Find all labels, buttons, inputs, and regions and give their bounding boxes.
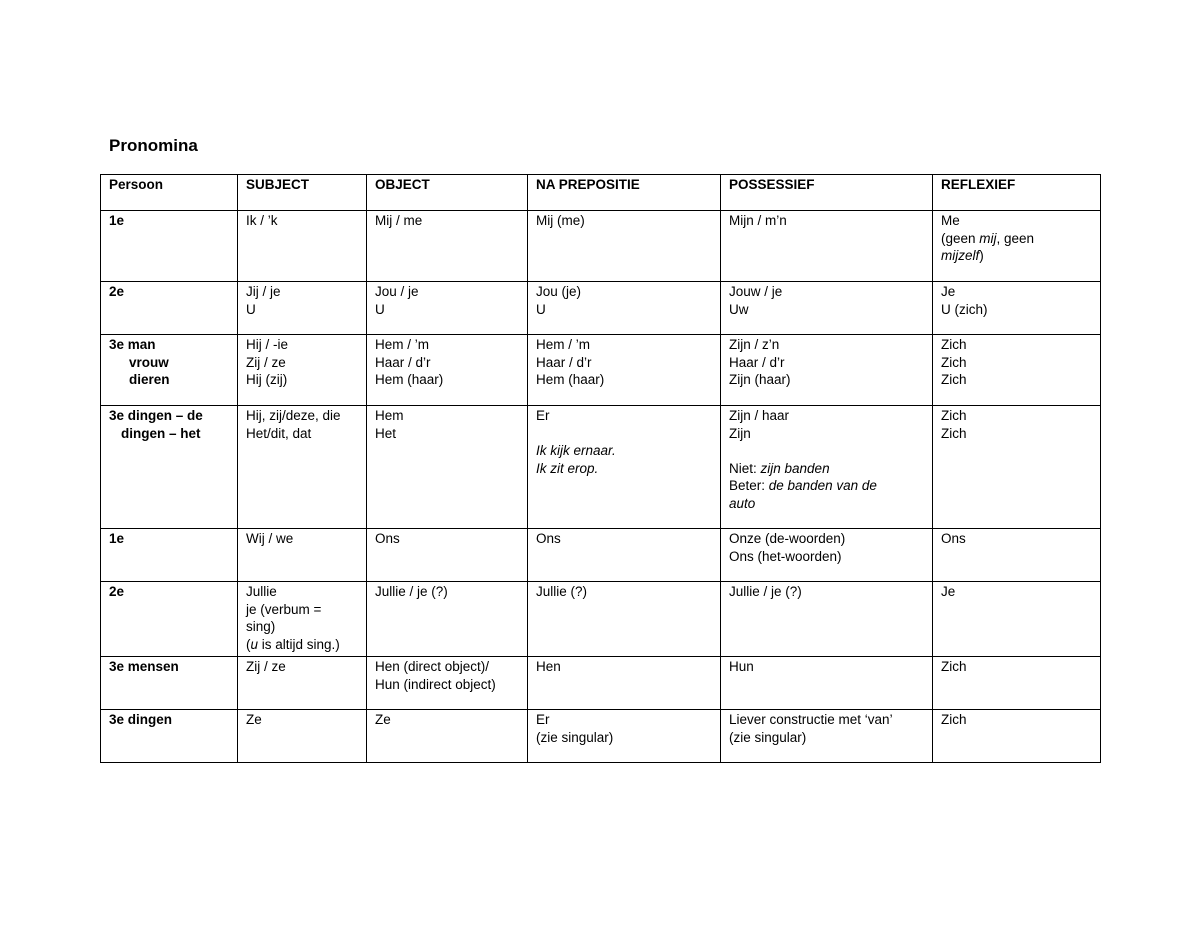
cell-possessief: Onze (de-woorden) Ons (het-woorden) <box>721 529 933 582</box>
cell-na-prepositie: Hen <box>528 657 721 710</box>
table-row <box>101 406 1101 529</box>
cell-na-prepositie: Ons <box>528 529 721 582</box>
header-object: OBJECT <box>367 175 528 211</box>
table-row <box>101 710 1101 763</box>
cell-subject: Ze <box>238 710 367 763</box>
cell-reflexief: Me (geen mij, geen mijzelf) <box>933 211 1101 282</box>
table-row <box>101 282 1101 335</box>
cell-possessief: Jouw / je Uw <box>721 282 933 335</box>
cell-reflexief: Je U (zich) <box>933 282 1101 335</box>
table-row <box>101 529 1101 582</box>
header-na-prepositie: NA PREPOSITIE <box>528 175 721 211</box>
cell-subject: Zij / ze <box>238 657 367 710</box>
cell-persoon: 3e man vrouw dieren <box>101 335 238 406</box>
cell-possessief: Liever constructie met ‘van’ (zie singular) <box>721 710 933 763</box>
cell-na-prepositie: Jou (je) U <box>528 282 721 335</box>
cell-reflexief: Zich Zich Zich <box>933 335 1101 406</box>
cell-subject: Ik / ’k <box>238 211 367 282</box>
header-possessief: POSSESSIEF <box>721 175 933 211</box>
cell-persoon: 1e <box>101 211 238 282</box>
cell-object: Jou / je U <box>367 282 528 335</box>
cell-object: Ze <box>367 710 528 763</box>
cell-na-prepositie: Er (zie singular) <box>528 710 721 763</box>
cell-persoon: 2e <box>101 282 238 335</box>
cell-reflexief: Ons <box>933 529 1101 582</box>
cell-na-prepositie: Hem / ’m Haar / d’r Hem (haar) <box>528 335 721 406</box>
cell-possessief: Mijn / m’n <box>721 211 933 282</box>
cell-object: Ons <box>367 529 528 582</box>
cell-possessief: Hun <box>721 657 933 710</box>
cell-na-prepositie: Jullie (?) <box>528 582 721 657</box>
cell-object: Jullie / je (?) <box>367 582 528 657</box>
cell-reflexief: Zich <box>933 710 1101 763</box>
cell-subject: Wij / we <box>238 529 367 582</box>
cell-persoon: 3e mensen <box>101 657 238 710</box>
cell-reflexief: Zich <box>933 657 1101 710</box>
cell-possessief: Zijn / z’n Haar / d’r Zijn (haar) <box>721 335 933 406</box>
cell-persoon: 3e dingen <box>101 710 238 763</box>
cell-subject: Hij / -ie Zij / ze Hij (zij) <box>238 335 367 406</box>
cell-persoon: 3e dingen – de dingen – het <box>101 406 238 529</box>
header-persoon: Persoon <box>101 175 238 211</box>
table-row <box>101 335 1101 406</box>
table-row <box>101 211 1101 282</box>
cell-reflexief: Je <box>933 582 1101 657</box>
cell-na-prepositie: Er Ik kijk ernaar. Ik zit erop. <box>528 406 721 529</box>
cell-reflexief: Zich Zich <box>933 406 1101 529</box>
cell-subject: Jij / je U <box>238 282 367 335</box>
cell-persoon: 2e <box>101 582 238 657</box>
cell-object: Hem Het <box>367 406 528 529</box>
cell-possessief: Jullie / je (?) <box>721 582 933 657</box>
cell-subject: Jullie je (verbum = sing) (u is altijd sing.) <box>238 582 367 657</box>
cell-persoon: 1e <box>101 529 238 582</box>
document-title: Pronomina <box>109 136 198 155</box>
header-row <box>101 175 1101 211</box>
pronouns-table <box>100 174 1101 763</box>
cell-subject: Hij, zij/deze, die Het/dit, dat <box>238 406 367 529</box>
cell-na-prepositie: Mij (me) <box>528 211 721 282</box>
cell-object: Mij / me <box>367 211 528 282</box>
header-reflexief: REFLEXIEF <box>933 175 1101 211</box>
header-subject: SUBJECT <box>238 175 367 211</box>
table-row <box>101 582 1101 657</box>
cell-object: Hem / ’m Haar / d’r Hem (haar) <box>367 335 528 406</box>
cell-possessief: Zijn / haar Zijn Niet: zijn banden Beter: de banden van de auto <box>721 406 933 529</box>
table-row <box>101 657 1101 710</box>
cell-object: Hen (direct object)/ Hun (indirect object) <box>367 657 528 710</box>
